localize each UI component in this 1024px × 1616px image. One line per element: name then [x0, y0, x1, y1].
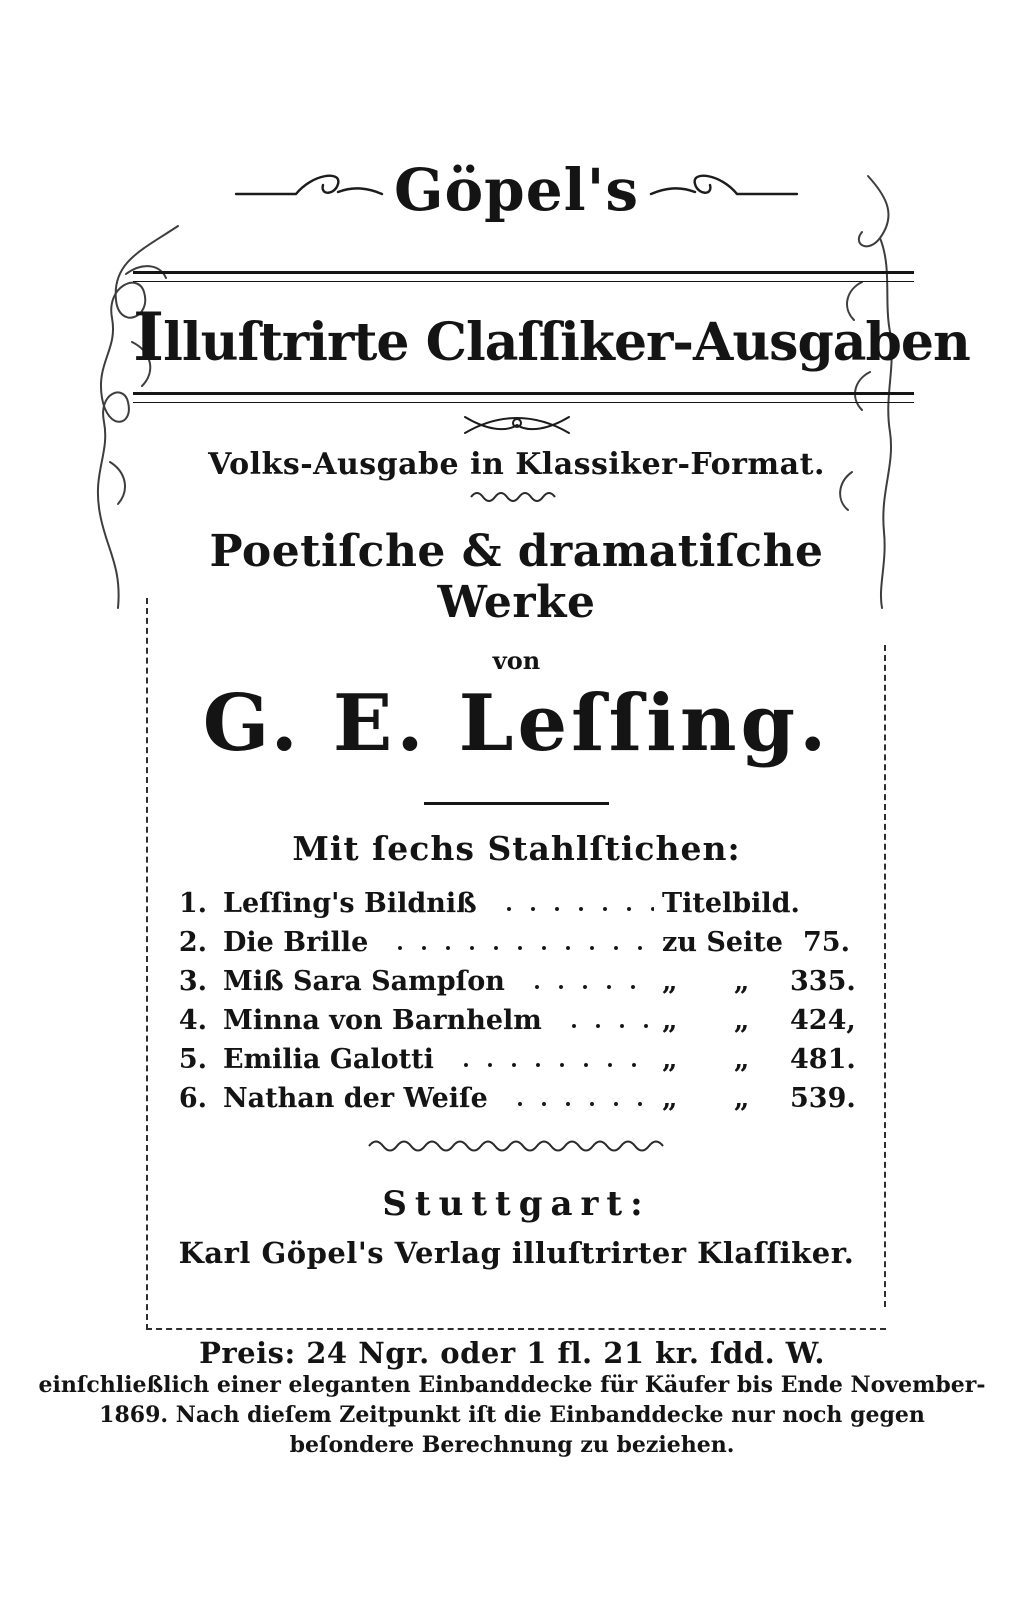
plate-list-item	[169, 1001, 856, 1040]
quill-ornament-icon	[457, 409, 577, 437]
dotted-leader	[502, 1098, 654, 1110]
plate-title: Miß Sara Sampſon	[223, 966, 505, 998]
plate-reference: „ „	[662, 1044, 750, 1076]
plate-list-item	[169, 923, 850, 962]
frame-border-bottom	[146, 1328, 886, 1330]
price-line: Preis: 24 Ngr. oder 1 fl. 21 kr. ſdd. W.	[199, 1336, 825, 1370]
flourish-right-icon	[649, 168, 799, 212]
byline: von	[492, 645, 541, 675]
banner-rule-bottom	[133, 392, 914, 403]
plate-page-number: 75.	[803, 927, 850, 959]
dotted-leader	[519, 981, 654, 993]
price-note-line-2: 1869. Nach dieſem Zeitpunkt iſt die Einbanddecke nur noch gegen	[99, 1402, 925, 1428]
series-title-banner	[133, 271, 970, 403]
plate-number: 1.	[178, 888, 207, 920]
plate-number: 3.	[178, 966, 207, 998]
plate-reference: „ „	[662, 966, 750, 998]
edition-line: Volks-Ausgabe in Klassiker-Format.	[208, 446, 825, 482]
title-page-content	[133, 0, 970, 1271]
price-note-line-1: einſchließlich einer eleganten Einbanddecke für Käufer bis Ende November-	[38, 1372, 986, 1398]
author-name: G. E. Leſſing.	[202, 677, 831, 769]
plates-heading: Mit ſechs Stahlſtichen:	[292, 829, 741, 869]
plate-list-item	[169, 962, 856, 1001]
plate-list-item	[169, 884, 850, 923]
plate-page-number: 481.	[790, 1044, 856, 1076]
dotted-leader	[556, 1020, 654, 1032]
author-rule	[424, 802, 609, 805]
plate-title: Die Brille	[223, 927, 369, 959]
plate-reference: „ „	[662, 1083, 750, 1115]
plate-number: 2.	[178, 927, 207, 959]
dotted-leader	[448, 1059, 654, 1071]
squiggle-divider-icon	[469, 490, 565, 502]
plate-number: 5.	[178, 1044, 207, 1076]
plate-reference: zu Seite	[662, 927, 783, 959]
flourish-left-icon	[234, 168, 384, 212]
plate-title: Emilia Galotti	[223, 1044, 434, 1076]
plate-page-number: 539.	[790, 1083, 856, 1115]
plates-list	[169, 884, 856, 1118]
work-title: Poetiſche & dramatiſche Werke	[209, 525, 824, 628]
imprint-city: Stuttgart:	[382, 1184, 651, 1225]
banner-rule-top	[133, 271, 914, 282]
plate-title: Leſſing's Bildniß	[223, 888, 477, 920]
plate-list-item	[169, 1040, 856, 1079]
publisher-script: Göpel's	[393, 156, 640, 224]
plate-page-number: 424,	[790, 1005, 856, 1037]
publisher-script-row	[147, 156, 886, 224]
dotted-leader	[491, 903, 654, 915]
plate-title: Minna von Barnhelm	[223, 1005, 542, 1037]
dotted-leader	[382, 942, 654, 954]
plate-list-item	[169, 1079, 856, 1118]
plate-reference: Titelbild.	[662, 888, 800, 920]
series-title: Illuſtrirte Claſſiker-Ausgaben	[133, 297, 970, 376]
plate-number: 4.	[178, 1005, 207, 1037]
price-block	[0, 1336, 1024, 1460]
price-note-line-3: beſondere Berechnung zu beziehen.	[289, 1432, 735, 1458]
plate-reference: „ „	[662, 1005, 750, 1037]
plate-title: Nathan der Weiſe	[223, 1083, 488, 1115]
plate-number: 6.	[178, 1083, 207, 1115]
imprint-publisher: Karl Göpel's Verlag illuſtrirter Klaſſiker.	[178, 1236, 855, 1271]
wavy-divider-icon	[367, 1138, 667, 1152]
plate-page-number: 335.	[790, 966, 856, 998]
